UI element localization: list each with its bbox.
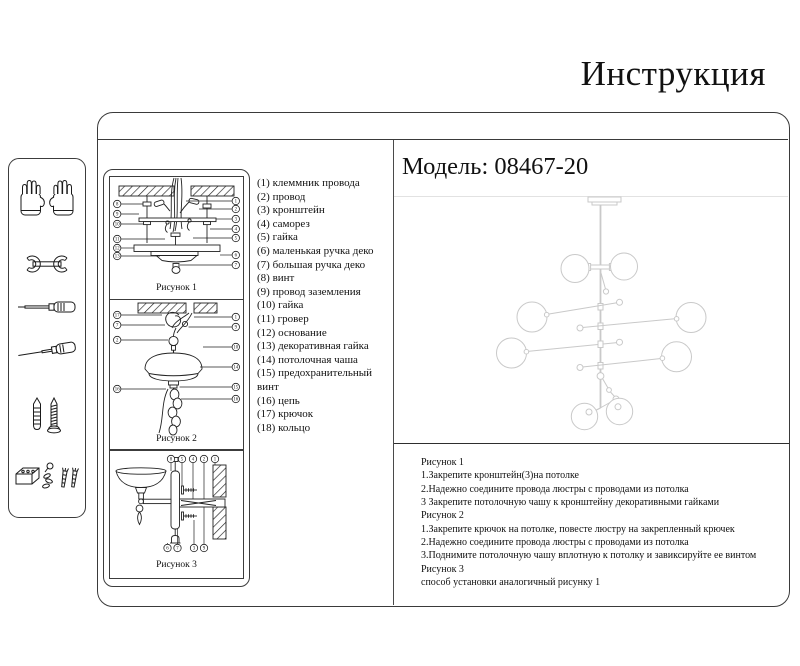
screwdriver-icon-2 bbox=[16, 337, 78, 365]
parts-list-item: (5) гайка bbox=[257, 231, 298, 244]
svg-text:6: 6 bbox=[166, 546, 169, 552]
svg-text:10: 10 bbox=[114, 222, 120, 228]
instruction-line: 2.Надежно соедините провода люстры с проводами из потолка bbox=[421, 483, 689, 495]
svg-text:1: 1 bbox=[234, 315, 238, 321]
instruction-line: 2.Надежно соедините провода люстры с проводами из потолка bbox=[421, 537, 689, 549]
ceiling-canopy bbox=[134, 245, 220, 273]
figure-3-caption: Рисунок 3 bbox=[156, 560, 197, 570]
svg-text:10: 10 bbox=[233, 345, 239, 351]
parts-list-item: (9) провод заземления bbox=[257, 285, 361, 298]
svg-text:8: 8 bbox=[169, 457, 173, 463]
parts-list-item: (16) цепь bbox=[257, 394, 300, 407]
svg-text:1: 1 bbox=[234, 199, 238, 205]
svg-text:11: 11 bbox=[114, 237, 120, 243]
svg-text:14: 14 bbox=[233, 365, 239, 371]
anchor-screw-icon bbox=[25, 395, 67, 437]
ceiling-hatch bbox=[119, 186, 234, 196]
parts-list-item: (1) клеммник провода bbox=[257, 177, 360, 189]
svg-text:12: 12 bbox=[114, 246, 120, 252]
svg-text:15: 15 bbox=[233, 385, 239, 391]
parts-list-item: (15) предохранительный винт bbox=[257, 367, 373, 393]
ceiling-hatch bbox=[138, 303, 217, 313]
instruction-line: Рисунок 3 bbox=[421, 563, 464, 575]
instruction-line: 1.Закрепите кронштейн(3)на потолке bbox=[421, 470, 579, 482]
parts-list-item: (10) гайка bbox=[257, 299, 304, 312]
instructions-rule bbox=[394, 443, 789, 444]
parts-list-item: (18) кольцо bbox=[257, 421, 311, 434]
parts-list-item: (8) винт bbox=[257, 272, 295, 285]
instruction-line: 3 Закрепите потолочную чашу к кронштейну декоративными гайками bbox=[421, 497, 720, 509]
figure-2-caption: Рисунок 2 bbox=[156, 434, 197, 444]
ceiling-cup bbox=[145, 336, 202, 390]
svg-text:5: 5 bbox=[234, 236, 238, 242]
ceiling-hook bbox=[166, 312, 192, 336]
chain bbox=[159, 389, 182, 435]
instruction-line: способ установки аналогичный рисунку 1 bbox=[421, 577, 601, 589]
svg-text:2: 2 bbox=[202, 457, 206, 463]
svg-text:7: 7 bbox=[115, 323, 119, 329]
parts-list-item: (6) маленькая ручка деко bbox=[257, 244, 374, 257]
svg-text:17: 17 bbox=[114, 313, 120, 319]
parts-list bbox=[257, 177, 391, 435]
figure-3 bbox=[109, 450, 244, 579]
model-heading: Модель: 08467-20 bbox=[402, 153, 589, 180]
parts-list-item: (2) провод bbox=[257, 190, 306, 203]
svg-text:7: 7 bbox=[176, 546, 179, 552]
screwdriver-icon bbox=[16, 297, 78, 317]
svg-text:7: 7 bbox=[234, 263, 238, 269]
hardware-parts-icon bbox=[13, 459, 81, 495]
wall-lamp bbox=[116, 468, 171, 525]
svg-text:9: 9 bbox=[202, 546, 206, 552]
svg-text:16: 16 bbox=[233, 397, 239, 403]
svg-text:9: 9 bbox=[234, 325, 238, 331]
svg-text:5: 5 bbox=[180, 457, 184, 463]
svg-text:3: 3 bbox=[234, 217, 238, 223]
column-divider bbox=[393, 140, 394, 605]
svg-text:2: 2 bbox=[115, 338, 119, 344]
parts-list-item: (11) гровер bbox=[257, 312, 309, 325]
figure-1 bbox=[109, 176, 244, 300]
parts-list-item: (4) саморез bbox=[257, 217, 310, 230]
instruction-line: 1.Закрепите крючок на потолке, повесте люстру на закрепленный крючек bbox=[421, 523, 735, 535]
gloves-icon bbox=[15, 175, 79, 225]
parts-list-item: (7) большая ручка деко bbox=[257, 258, 366, 271]
figure-1-caption: Рисунок 1 bbox=[156, 283, 197, 293]
chandelier-illustration bbox=[478, 190, 730, 448]
parts-list-item: (14) потолочная чаша bbox=[257, 353, 358, 366]
svg-text:3: 3 bbox=[192, 546, 196, 552]
instruction-line: Рисунок 1 bbox=[421, 457, 464, 468]
wrench-icon bbox=[19, 251, 75, 277]
header-rule bbox=[98, 139, 788, 140]
svg-text:8: 8 bbox=[115, 202, 119, 208]
parts-list-item: (17) крючок bbox=[257, 408, 314, 421]
svg-text:16: 16 bbox=[114, 387, 120, 393]
figure-2 bbox=[109, 299, 244, 450]
svg-text:2: 2 bbox=[234, 207, 238, 213]
svg-text:13: 13 bbox=[114, 254, 120, 260]
svg-text:4: 4 bbox=[191, 457, 195, 463]
svg-text:1: 1 bbox=[213, 457, 217, 463]
svg-text:4: 4 bbox=[234, 227, 238, 233]
parts-list-item: (13) декоративная гайка bbox=[257, 340, 369, 353]
instruction-line: 3.Поднимите потолочную чашу вплотную к потолку и завиксируйте ее винтом bbox=[421, 550, 757, 562]
parts-list-item: (3) кронштейн bbox=[257, 204, 325, 217]
svg-text:9: 9 bbox=[115, 212, 119, 218]
parts-list-item: (12) основание bbox=[257, 326, 327, 339]
page-title: Инструкция bbox=[580, 54, 766, 93]
svg-text:6: 6 bbox=[234, 253, 238, 259]
instruction-line: Рисунок 2 bbox=[421, 510, 464, 522]
installation-instructions bbox=[421, 456, 756, 589]
tools-sidebar bbox=[8, 158, 86, 518]
